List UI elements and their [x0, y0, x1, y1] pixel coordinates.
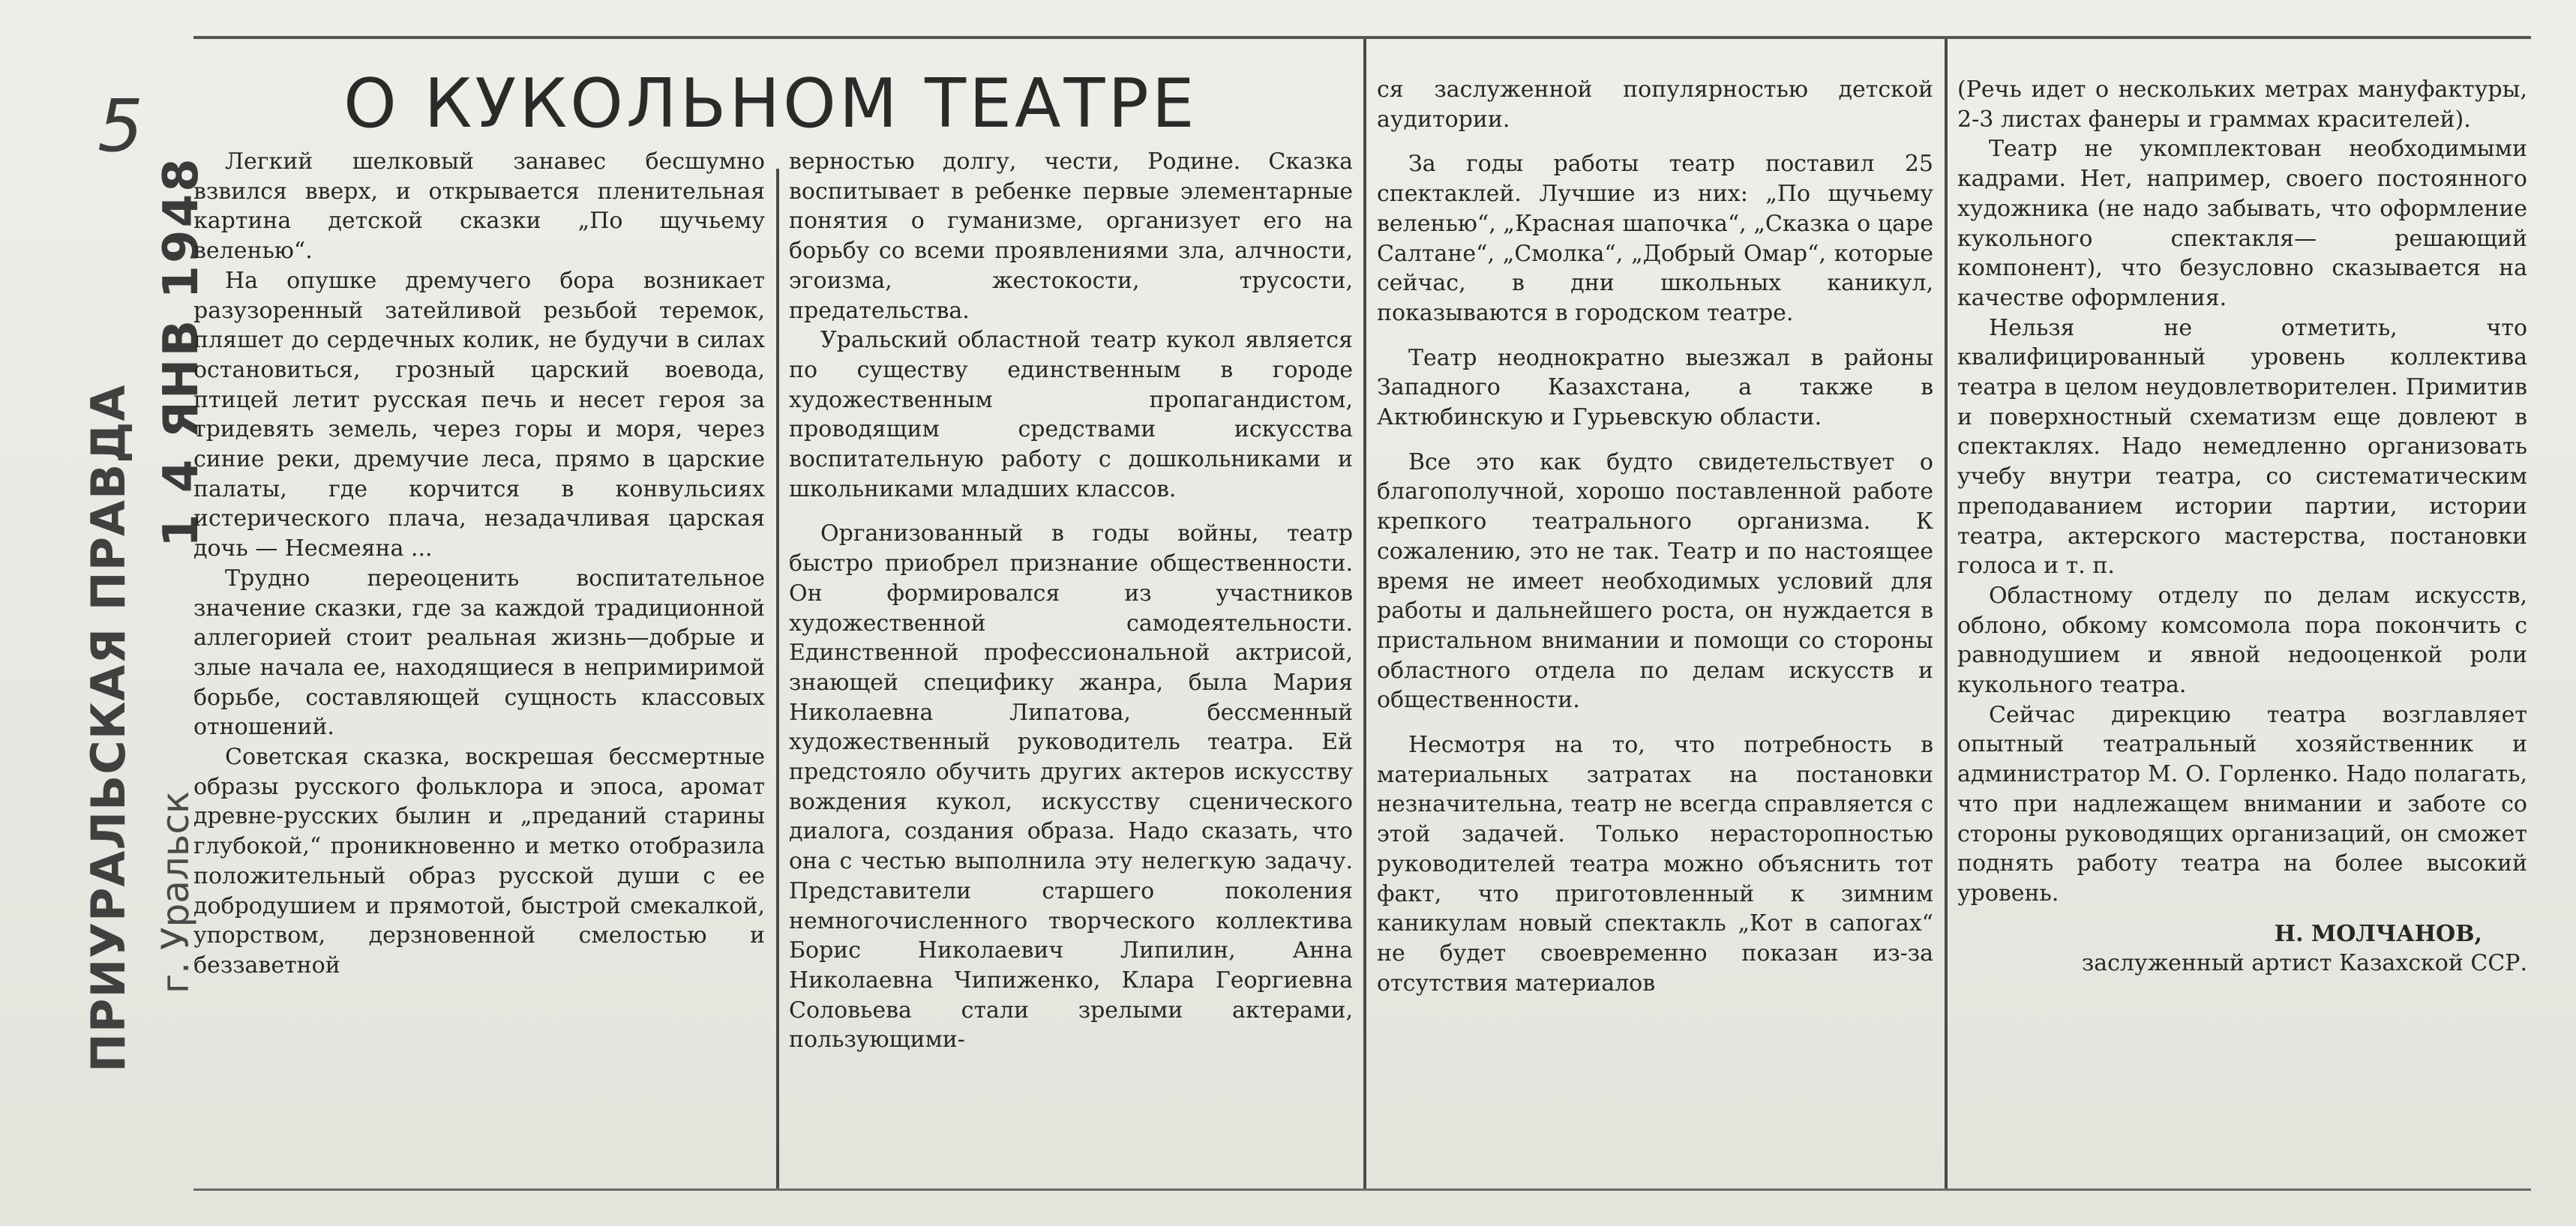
- paragraph: Трудно переоценить воспитательное значение сказки, где за каждой традиционной аллегорией стоит реальная жизнь—добрые и злые начала ее, находящиеся в непримиримой борьбе, составляющей сущность классовых отношений.: [193, 565, 765, 741]
- paragraph: За годы работы театр поставил 25 спектаклей. Лучшие из них: „По щучьему веленью“, „Красная шапочка“, „Сказка о царе Салтане“, „Смолка“, „Добрый Омар“, которые сейчас, в дни школьных каникул, показываются в городском театре.: [1377, 151, 1933, 326]
- paragraph: Уральский областной театр кукол является по существу единственным в городе художественным пропагандистом, проводящим средствами искусства воспитательную работу с дошкольниками и школьниками младших классов.: [789, 327, 1353, 502]
- article-title: О КУКОЛЬНОМ ТЕАТРЕ: [343, 64, 1198, 143]
- bottom-rule: [193, 1189, 2531, 1191]
- top-rule: [193, 36, 2531, 39]
- paragraph: Театр не укомплектован необходимыми кадрами. Нет, например, своего постоянного художника (не надо забывать, что оформление кукольного спектакля— решающий компонент), что безусловно сказывается на качестве оформления.: [1957, 136, 2527, 311]
- paragraph: Сейчас дирекцию театра возглавляет опытный театральный хозяйственник и администратор М. О. Горленко. Надо полагать, что при надлежащем внимании и заботе со стороны руководящих организаций, он сможет поднять работу театра на более высокий уровень.: [1957, 701, 2527, 907]
- article-column-2: [789, 147, 1353, 1186]
- paragraph: Организованный в годы войны, театр быстро приобрел признание общественности. Он формировался из участников художественной самодеятельности. Единственной профессиональной актрисой, знающей специфику жанра, была Мария Николаевна Липатова, бессменный художественный руководитель театра. Ей предстояло обучить других актеров искусству вождения кукол, искусству сценического диалога, создания образа. Надо сказать, что она с честью выполнила эту нелегкую задачу. Представители старшего поколения немногочисленного творческого коллектива Борис Николаевич Липилин, Анна Николаевна Чипиженко, Клара Георгиевна Соловьева стали зрелыми актерами, пользующими-: [789, 520, 1353, 1054]
- article-column-4: [1957, 75, 2527, 1186]
- paragraph: Легкий шелковый занавес бесшумно взвился вверх, и открывается пленительная картина детской сказки „По щучьему веленью“.: [193, 148, 765, 265]
- paragraph: Советская сказка, воскрешая бессмертные образы русского фольклора и эпоса, аромат древне-русских былин и „преданий старины глубокой,“ проникновенно и метко отобразила положительный образ русской души с ее добродушием и прямотой, быстрой смекалкой, упорством, дерзновенной смелостью и беззаветной: [193, 744, 765, 979]
- paragraph: (Речь идет о нескольких метрах мануфактуры, 2-3 листах фанеры и граммах красителей).: [1957, 76, 2527, 133]
- date-stamp: 1 4 ЯНВ 1948: [154, 156, 209, 547]
- newspaper-name: ПРИУРАЛЬСКАЯ ПРАВДА: [81, 384, 136, 1072]
- article-column-3: [1377, 75, 1933, 1186]
- paragraph: ся заслуженной популярностью детской аудитории.: [1377, 76, 1933, 133]
- article-column-1: [193, 147, 765, 1182]
- paragraph: На опушке дремучего бора возникает разузоренный затейливой резьбой теремок, пляшет до сердечных колик, не будучи в силах остановиться, грозный царский воевода, птицей летит русская печь и несет героя за тридевять земель, через горы и моря, через синие реки, дремучие леса, прямо в царские палаты, где корчится в конвульсиях истерического плача, незадачливая царская дочь — Несмеяна ...: [193, 267, 765, 562]
- paragraph: Областному отделу по делам искусств, облоно, обкому комсомола пора покончить с равнодушием и явной недооценкой роли кукольного театра.: [1957, 582, 2527, 699]
- city-name: г. Уральск: [154, 790, 197, 994]
- paragraph: Театр неоднократно выезжал в районы Западного Казахстана, а также в Актюбинскую и Гурьевскую области.: [1377, 344, 1933, 431]
- column-rule: [776, 169, 779, 1189]
- author-title: заслуженный артист Казахской ССР.: [2081, 950, 2527, 977]
- page-number: 5: [97, 84, 144, 168]
- column-rule: [1945, 39, 1948, 1189]
- paragraph: верностью долгу, чести, Родине. Сказка воспитывает в ребенке первые элементарные понятия о гуманизме, организует его на борьбу со всеми проявлениями зла, алчности, эгоизма, жестокости, трусости, предательства.: [789, 148, 1353, 324]
- paragraph: Нельзя не отметить, что квалифицированный уровень коллектива театра в целом неудовлетворителен. Примитив и поверхностный схематизм еще довлеют в спектаклях. Надо немедленно организовать учебу внутри театра, со систематическим преподаванием истории партии, истории театра, актерского мастерства, постановки голоса и т. п.: [1957, 314, 2527, 580]
- column-rule: [1363, 39, 1366, 1189]
- paragraph: Несмотря на то, что потребность в материальных затратах на постановки незначительна, театр не всегда справляется с этой задачей. Только нерасторопностью руководителей театра можно объяснить тот факт, что приготовленный к зимним каникулам новый спектакль „Кот в сапогах“ не будет своевременно показан из-за отсутствия материалов: [1377, 732, 1933, 997]
- author-name: Н. МОЛЧАНОВ,: [2274, 920, 2482, 947]
- paragraph: Все это как будто свидетельствует о благополучной, хорошо поставленной работе крепкого театрального организма. К сожалению, это не так. Театр и по настоящее время не имеет необходимых условий для работы и дальнейшего роста, он нуждается в пристальном внимании и помощи со стороны областного отдела по делам искусств и общественности.: [1377, 448, 1933, 714]
